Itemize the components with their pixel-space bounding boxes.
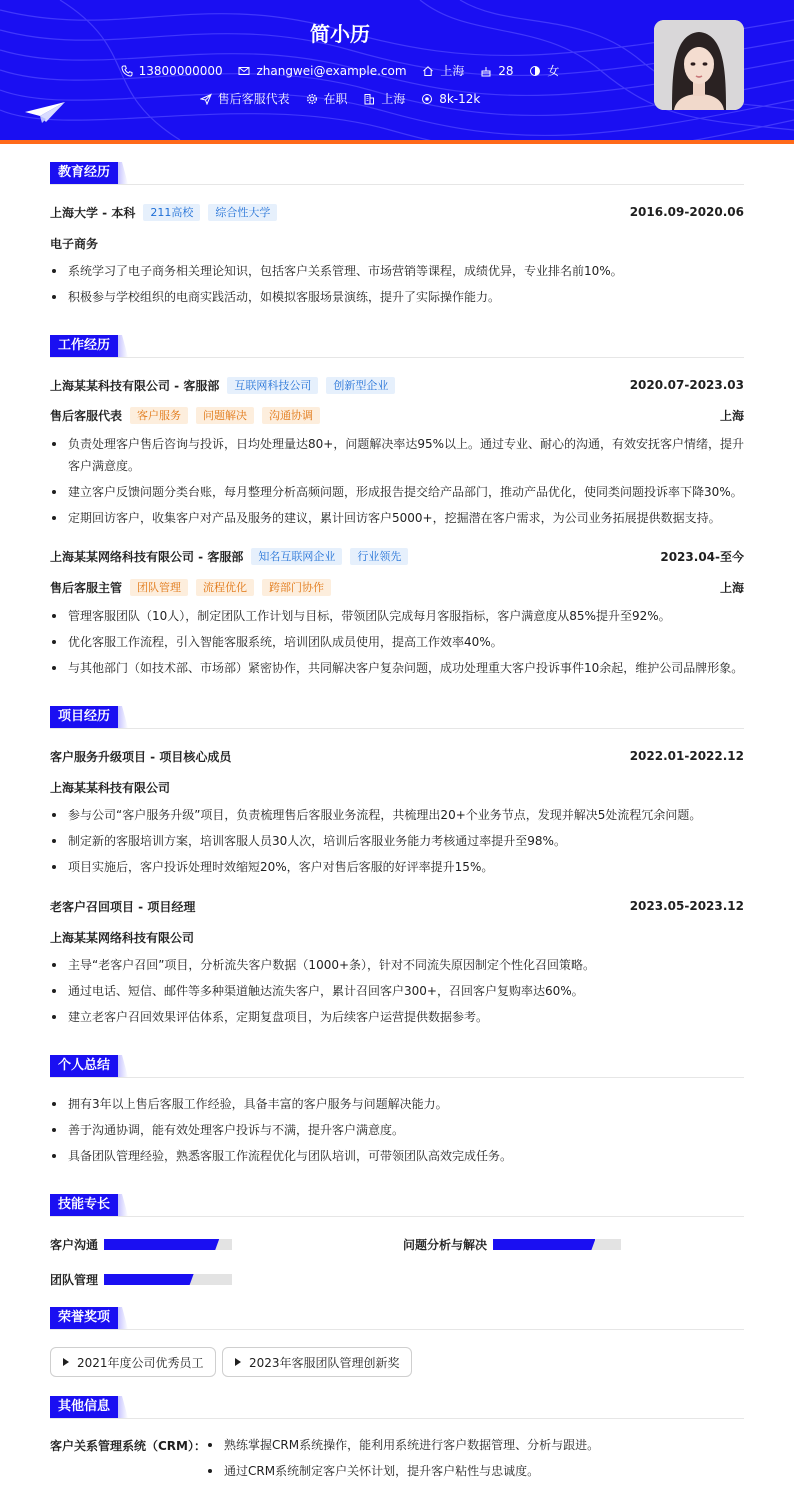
education-title: 教育经历 — [50, 162, 118, 184]
school-tag: 211高校 — [143, 204, 200, 221]
award-item — [222, 1347, 412, 1377]
projects-divider — [50, 728, 744, 729]
project-header-row — [50, 896, 744, 916]
contact-row — [0, 62, 680, 79]
cake-icon — [480, 65, 492, 77]
project-period: 2023.05-2023.12 — [629, 899, 744, 913]
header-accent-strip — [0, 140, 794, 144]
project-name: 客户服务升级项目 - 项目核心成员 — [50, 749, 232, 764]
phone-text: 13800000000 — [138, 63, 223, 78]
skill-tag: 沟通协调 — [262, 407, 320, 424]
education-period: 2016.09-2020.06 — [629, 205, 744, 219]
list-item: 负责处理客户售后咨询与投诉，日均处理量达80+，问题解决率达95%以上。通过专业、耐心的沟通，有效安抚客户情绪，提升客户满意度。 — [50, 433, 744, 477]
summary-divider — [50, 1077, 744, 1078]
skill-item — [403, 1236, 621, 1253]
status-text: 在职 — [323, 92, 348, 106]
list-item: 管理客服团队（10人），制定团队工作计划与目标，带领团队完成每月客服指标，客户满意度从85%提升至92%。 — [50, 605, 744, 627]
skills-title: 技能专长 — [50, 1194, 118, 1216]
skill-bar-fill — [104, 1239, 219, 1250]
age-info — [480, 64, 513, 78]
company-name: 上海某某科技有限公司 - 客服部 — [50, 378, 220, 393]
list-item: 善于沟通协调，能有效处理客户投诉与不满，提升客户满意度。 — [50, 1119, 744, 1141]
skill-bar — [104, 1274, 232, 1285]
mail-icon — [238, 65, 250, 77]
title-decoration — [118, 1396, 128, 1418]
work-city-info — [363, 90, 405, 107]
skill-name: 问题分析与解决 — [403, 1238, 488, 1252]
title-decoration — [118, 1055, 128, 1077]
status-info — [306, 90, 348, 107]
list-item: 项目实施后，客户投诉处理时效缩短20%，客户对售后客服的好评率提升15%。 — [50, 856, 744, 878]
title-decoration — [118, 1307, 128, 1329]
education-bullets — [50, 260, 744, 312]
company-tag: 互联网科技公司 — [227, 377, 318, 394]
portrait-illustration — [654, 20, 744, 110]
project-header-row — [50, 746, 744, 766]
list-item: 系统学习了电子商务相关理论知识，包括客户关系管理、市场营销等课程，成绩优异，专业排名前10%。 — [50, 260, 744, 282]
list-item: 积极参与学校组织的电商实践活动，如模拟客服场景演练，提升了实际操作能力。 — [50, 286, 744, 308]
projects-title: 项目经历 — [50, 706, 118, 728]
other-title: 其他信息 — [50, 1396, 118, 1418]
job-city: 上海 — [719, 580, 744, 595]
skill-bar — [104, 1239, 232, 1250]
skill-bar-fill — [493, 1239, 595, 1250]
award-item — [50, 1347, 216, 1377]
other-section-title — [50, 1396, 128, 1418]
list-item: 通过电话、短信、邮件等多种渠道触达流失客户，累计召回客户300+，召回客户复购率达60%。 — [50, 980, 744, 1002]
list-item: 参与公司“客户服务升级”项目，负责梳理售后客服业务流程，共梳理出20+个业务节点，发现并解决5处流程冗余问题。 — [50, 804, 744, 826]
age-text: 28 — [498, 63, 514, 78]
other-bullets — [206, 1434, 744, 1486]
summary-title: 个人总结 — [50, 1055, 118, 1077]
list-item: 与其他部门（如技术部、市场部）紧密协作，共同解决客户复杂问题，成功处理重大客户投诉事件10余起，维护公司品牌形象。 — [50, 657, 744, 679]
list-item: 制定新的客服培训方案，培训客服人员30人次，培训后客服业务能力考核通过率提升至98%。 — [50, 830, 744, 852]
email-text: zhangwei@example.com — [256, 63, 407, 78]
phone-info — [121, 64, 223, 78]
company-tag: 创新型企业 — [326, 377, 395, 394]
project-bullets — [50, 804, 744, 882]
awards-title: 荣誉奖项 — [50, 1307, 118, 1329]
work-section-title — [50, 335, 128, 357]
play-triangle-icon — [63, 1358, 69, 1366]
salary-info — [421, 92, 480, 106]
school-name: 上海大学 - 本科 — [50, 205, 136, 220]
job-target-info — [200, 90, 290, 107]
location-info — [422, 62, 464, 79]
job-city: 上海 — [719, 408, 744, 423]
work-city-text: 上海 — [381, 92, 406, 106]
job-period: 2020.07-2023.03 — [629, 378, 744, 392]
company-name: 上海某某网络科技有限公司 - 客服部 — [50, 549, 244, 564]
job-header-row — [50, 546, 744, 566]
skill-item — [50, 1271, 232, 1288]
list-item: 定期回访客户，收集客户对产品及服务的建议，累计回访客户5000+，挖掘潜在客户需求，为公司业务拓展提供数据支持。 — [50, 507, 744, 529]
skill-tag: 团队管理 — [130, 579, 188, 596]
company-tag: 知名互联网企业 — [251, 548, 342, 565]
skill-name: 团队管理 — [50, 1273, 99, 1287]
job-position-row — [50, 577, 744, 597]
award-name: 2021年度公司优秀员工 — [77, 1355, 204, 1370]
projects-section-title — [50, 706, 128, 728]
education-header-row — [50, 202, 744, 222]
skill-bar — [493, 1239, 621, 1250]
send-icon — [200, 93, 212, 105]
position-name: 售后客服代表 — [50, 408, 123, 423]
home-icon — [422, 65, 434, 77]
project-company: 上海某某科技有限公司 — [50, 781, 171, 795]
list-item: 建立老客户召回效果评估体系，定期复盘项目，为后续客户运营提供数据参考。 — [50, 1006, 744, 1028]
skills-section-title — [50, 1194, 128, 1216]
list-item: 优化客服工作流程，引入智能客服系统，培训团队成员使用，提高工作效率40%。 — [50, 631, 744, 653]
project-company: 上海某某网络科技有限公司 — [50, 931, 195, 945]
gear-icon — [306, 93, 318, 105]
work-title: 工作经历 — [50, 335, 118, 357]
skills-divider — [50, 1216, 744, 1217]
skill-bar-fill — [104, 1274, 194, 1285]
email-info — [238, 64, 406, 78]
job-target-text: 售后客服代表 — [217, 92, 290, 106]
phone-icon — [121, 65, 133, 77]
paper-plane-icon — [24, 100, 66, 124]
position-name: 售后客服主管 — [50, 580, 123, 595]
resume-header — [0, 0, 794, 140]
title-decoration — [118, 706, 128, 728]
list-item: 熟练掌握CRM系统操作，能利用系统进行客户数据管理、分析与跟进。 — [206, 1434, 744, 1456]
education-divider — [50, 184, 744, 185]
intention-row — [0, 90, 680, 107]
skill-item — [50, 1236, 232, 1253]
title-decoration — [118, 162, 128, 184]
play-triangle-icon — [235, 1358, 241, 1366]
list-item: 主导“老客户召回”项目，分析流失客户数据（1000+条），针对不同流失原因制定个性化召回策略。 — [50, 954, 744, 976]
project-bullets — [50, 954, 744, 1032]
job-position-row — [50, 405, 744, 425]
profile-photo — [654, 20, 744, 110]
job-bullets — [50, 605, 744, 683]
project-period: 2022.01-2022.12 — [629, 749, 744, 763]
building-icon — [363, 93, 375, 105]
summary-section-title — [50, 1055, 128, 1077]
other-divider — [50, 1418, 744, 1419]
job-bullets — [50, 433, 744, 533]
job-header-row — [50, 375, 744, 395]
job-period: 2023.04-至今 — [660, 549, 744, 564]
salary-text: 8k-12k — [439, 91, 481, 106]
title-decoration — [118, 1194, 128, 1216]
awards-divider — [50, 1329, 744, 1330]
gender-text: 女 — [547, 64, 560, 78]
list-item: 拥有3年以上售后客服工作经验，具备丰富的客户服务与问题解决能力。 — [50, 1093, 744, 1115]
major-name: 电子商务 — [50, 237, 99, 251]
award-name: 2023年客服团队管理创新奖 — [249, 1355, 400, 1370]
list-item: 建立客户反馈问题分类台账，每月整理分析高频问题，形成报告提交给产品部门，推动产品优化，使同类问题投诉率下降30%。 — [50, 481, 744, 503]
company-tag: 行业领先 — [350, 548, 408, 565]
skill-tag: 问题解决 — [196, 407, 254, 424]
summary-bullets — [50, 1093, 744, 1171]
project-name: 老客户召回项目 - 项目经理 — [50, 899, 196, 914]
skill-tag: 流程优化 — [196, 579, 254, 596]
skill-name: 客户沟通 — [50, 1238, 99, 1252]
candidate-name: 简小历 — [310, 22, 370, 46]
location-text: 上海 — [440, 64, 465, 78]
list-item: 具备团队管理经验，熟悉客服工作流程优化与团队培训，可带领团队高效完成任务。 — [50, 1145, 744, 1167]
school-tag: 综合性大学 — [208, 204, 277, 221]
coin-icon — [421, 93, 433, 105]
work-divider — [50, 357, 744, 358]
list-item: 通过CRM系统制定客户关怀计划，提升客户粘性与忠诚度。 — [206, 1460, 744, 1482]
gender-info — [529, 62, 559, 79]
gender-icon — [529, 65, 541, 77]
skill-tag: 客户服务 — [130, 407, 188, 424]
title-decoration — [118, 335, 128, 357]
skill-tag: 跨部门协作 — [262, 579, 331, 596]
education-section-title — [50, 162, 128, 184]
other-label: 客户关系管理系统（CRM）： — [50, 1439, 206, 1453]
awards-section-title — [50, 1307, 128, 1329]
